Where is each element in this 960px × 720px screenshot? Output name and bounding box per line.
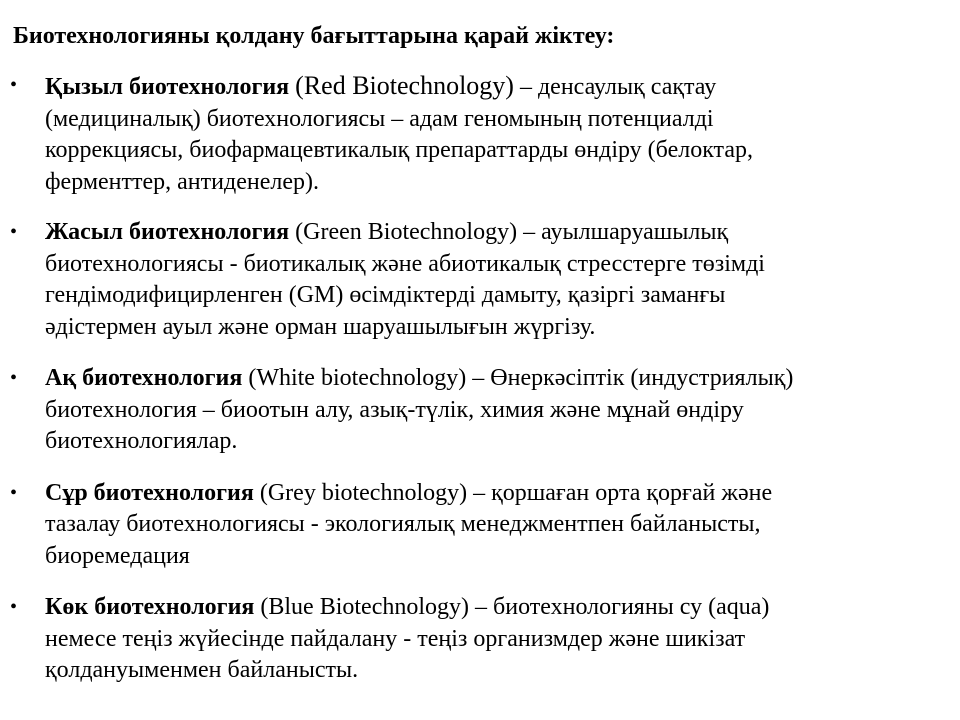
item-english: (White biotechnology) xyxy=(248,365,467,391)
item-term: Қызыл биотехнология xyxy=(45,74,290,100)
bullet-icon: • xyxy=(10,221,18,243)
item-text xyxy=(45,363,910,458)
bullet-list xyxy=(10,70,910,707)
bullet-icon: • xyxy=(10,367,18,389)
item-term: Сұр биотехнология xyxy=(45,479,254,506)
list-item-grey xyxy=(10,478,910,573)
item-line: – ауылшаруашылық xyxy=(517,219,729,245)
item-line-first xyxy=(45,363,910,395)
bullet-icon: • xyxy=(10,596,18,618)
item-line: тазалау биотехнологиясы - экологиялық менеджментпен байланысты, xyxy=(45,511,761,537)
item-line: ферменттер, антиденелер). xyxy=(45,168,319,195)
item-line-first xyxy=(45,70,910,104)
item-line: биотехнологиясы - биотикалық және абиотикалық стресстерге төзімді xyxy=(45,250,765,277)
item-line-first xyxy=(45,592,910,624)
item-line: гендімодифицирленген (GM) өсімдіктерді дамыту, қазіргі заманғы xyxy=(45,282,726,308)
item-line: биоремедация xyxy=(45,542,190,569)
item-line: әдістермен ауыл және орман шаруашылығын жүргізу. xyxy=(45,313,596,340)
item-line: қолдануыменмен байланысты. xyxy=(45,657,359,683)
item-line: биотехнологиялар. xyxy=(45,428,238,454)
item-text xyxy=(45,217,910,343)
item-english: (Red Biotechnology) xyxy=(295,71,514,100)
item-line: коррекциясы, биофармацевтикалық препараттарды өндіру (белоктар, xyxy=(45,137,753,163)
item-line-first xyxy=(45,478,910,510)
item-line-first xyxy=(45,217,910,249)
item-term: Ақ биотехнология xyxy=(45,365,243,391)
list-item-blue xyxy=(10,592,910,687)
item-text xyxy=(45,478,910,573)
list-item-red xyxy=(10,70,910,198)
bullet-icon: • xyxy=(10,481,18,504)
item-term: Жасыл биотехнология xyxy=(45,219,290,245)
item-line: немесе теңіз жүйесінде пайдалану - теңіз организмдер және шикізат xyxy=(45,625,746,652)
item-line: биотехнология – биоотын алу, азық-түлік, химия және мұнай өндіру xyxy=(45,396,744,423)
item-english: (Green Biotechnology) xyxy=(295,219,518,245)
item-english: (Blue Biotechnology) xyxy=(260,594,470,620)
item-term: Көк биотехнология xyxy=(45,594,255,620)
item-line: – денсаулық сақтау xyxy=(513,74,717,100)
item-text xyxy=(45,70,910,198)
bullet-icon: • xyxy=(10,74,18,96)
item-english: (Grey biotechnology) xyxy=(259,479,468,506)
item-line: (медициналық) биотехнологиясы – адам геномының потенциалді xyxy=(45,105,714,132)
slide-title: Биотехнологияны қолдану бағыттарына қарай жіктеу: xyxy=(13,23,615,49)
item-line: – биотехнологияны су (aqua) xyxy=(469,594,770,620)
list-item-white xyxy=(10,363,910,458)
list-item-green xyxy=(10,217,910,343)
item-line: – қоршаған орта қорғай және xyxy=(467,479,773,506)
item-line: – Өнеркәсіптік (индустриялық) xyxy=(466,365,794,391)
item-text xyxy=(45,592,910,687)
